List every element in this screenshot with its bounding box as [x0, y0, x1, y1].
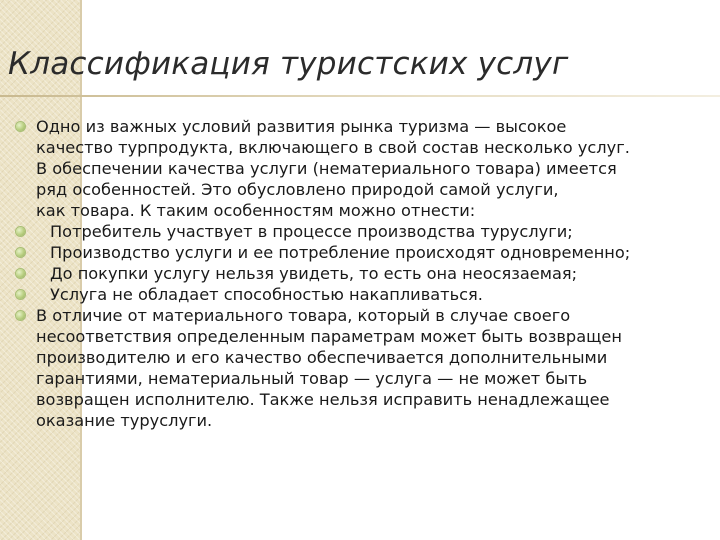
text-line: Потребитель участвует в процессе производства туруслуги;	[50, 222, 573, 241]
text-line: гарантиями, нематериальный товар — услуга — не может быть	[36, 369, 588, 388]
slide-body	[12, 116, 712, 431]
text-line: оказание туруслуги.	[36, 411, 213, 430]
text-line: Производство услуги и ее потребление происходят одновременно;	[50, 243, 631, 262]
bullet-item-consumer-participation	[12, 221, 712, 242]
green-dot-icon	[16, 269, 25, 278]
text-line: ряд особенностей. Это обусловлено природой самой услуги,	[36, 180, 559, 199]
text-line: Одно из важных условий развития рынка туризма — высокое	[36, 117, 567, 136]
green-dot-icon	[16, 311, 25, 320]
text-line: качество турпродукта, включающего в свой состав несколько услуг.	[36, 138, 630, 157]
text-line: как товара. К таким особенностям можно отнести:	[36, 201, 476, 220]
bullet-item-intro	[12, 116, 712, 221]
text-line: возвращен исполнителю. Также нельзя исправить ненадлежащее	[36, 390, 610, 409]
slide-title: Классификация туристских услуг	[8, 46, 569, 82]
bullet-item-non-returnable	[12, 305, 712, 431]
green-dot-icon	[16, 227, 25, 236]
text-line: До покупки услугу нельзя увидеть, то есть она неосязаемая;	[50, 264, 578, 283]
text-line: производителю и его качество обеспечивается дополнительными	[36, 348, 608, 367]
bullet-item-intangibility	[12, 263, 712, 284]
green-dot-icon	[16, 248, 25, 257]
title-divider	[0, 95, 720, 97]
text-line: несоответствия определенным параметрам может быть возвращен	[36, 327, 622, 346]
bullet-item-perishability	[12, 284, 712, 305]
text-line: В отличие от материального товара, который в случае своего	[36, 306, 571, 325]
text-line: В обеспечении качества услуги (нематериального товара) имеется	[36, 159, 617, 178]
text-line: Услуга не обладает способностью накапливаться.	[50, 285, 483, 304]
bullet-item-simultaneity	[12, 242, 712, 263]
green-dot-icon	[16, 290, 25, 299]
green-dot-icon	[16, 122, 25, 131]
